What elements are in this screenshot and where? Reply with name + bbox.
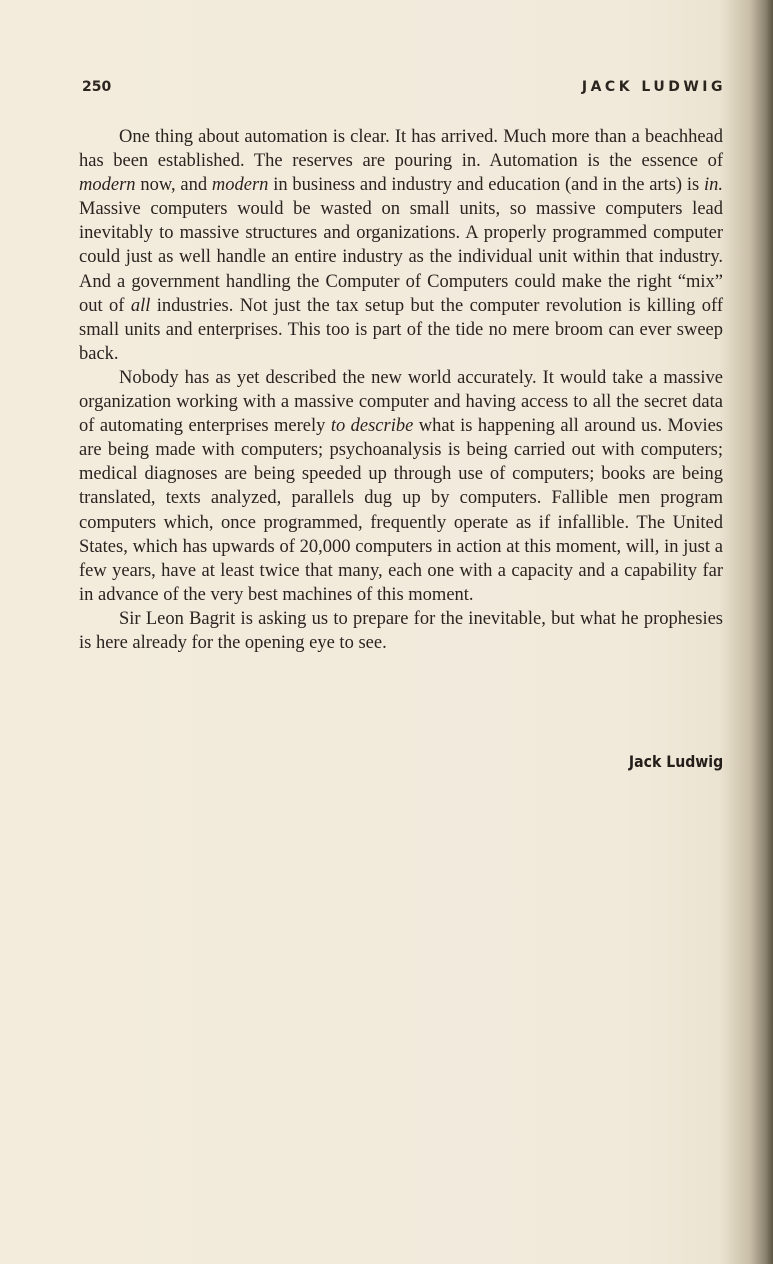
text-run: Sir Leon Bagrit is asking us to prepare for the inevitable, but what he prophesies is here already for the opening eye to see. — [79, 608, 723, 653]
paragraph — [79, 125, 723, 366]
emphasis-text: modern — [79, 175, 136, 196]
text-run: Nobody has as yet described the new world accurately. It would take a massive organization working with a massive computer and having access to all the secret data of automating enterprises merely — [79, 367, 723, 437]
page-number: 250 — [82, 79, 112, 95]
text-run: One thing about automation is clear. It has arrived. Much more than a beachhead has been established. The reserves are pouring in. Automation is the essence of — [79, 127, 723, 172]
running-head: JACK LUDWIG — [581, 79, 726, 95]
emphasis-text: modern — [211, 175, 269, 196]
body-text — [79, 125, 723, 655]
emphasis-text: all — [130, 295, 151, 316]
text-run: industries. Not just the tax setup but the computer revolution is killing off small units and enterprises. This too is part of the tide no mere broom can ever sweep back. — [79, 295, 723, 364]
text-run: what is happening all around us. Movies are being made with computers; psychoanalysis is being carried out with computers; medical diagnoses are being speeded up through use of computers; books are being translated, texts analyzed, parallels dug up by computers. Fallible men program computers which, once programmed, frequently operate as if infallible. The United States, which has upwards of 20,000 computers in action at this moment, will, in just a few years, have at least twice that many, each one with a capacity and a capability far in advance of the very best machines of this moment. — [79, 416, 724, 605]
emphasis-text: to describe — [330, 416, 414, 437]
text-run: in business and industry and education (and in the arts) is — [268, 175, 704, 196]
show-through-background — [70, 745, 730, 919]
text-run: now, and — [135, 175, 212, 196]
paragraph — [79, 366, 723, 607]
author-signature: Jack Ludwig — [628, 752, 723, 771]
emphasis-text: in. — [704, 175, 724, 196]
page-header — [82, 79, 726, 101]
text-run: Massive computers would be wasted on small units, so massive computers lead inevitably to massive structures and organizations. A properly programmed computer could just as well handle an entire industry as the individual unit within that industry. And a government handling the Computer of Computers could make the right “mix” out of — [79, 199, 723, 316]
paragraph — [79, 607, 723, 655]
